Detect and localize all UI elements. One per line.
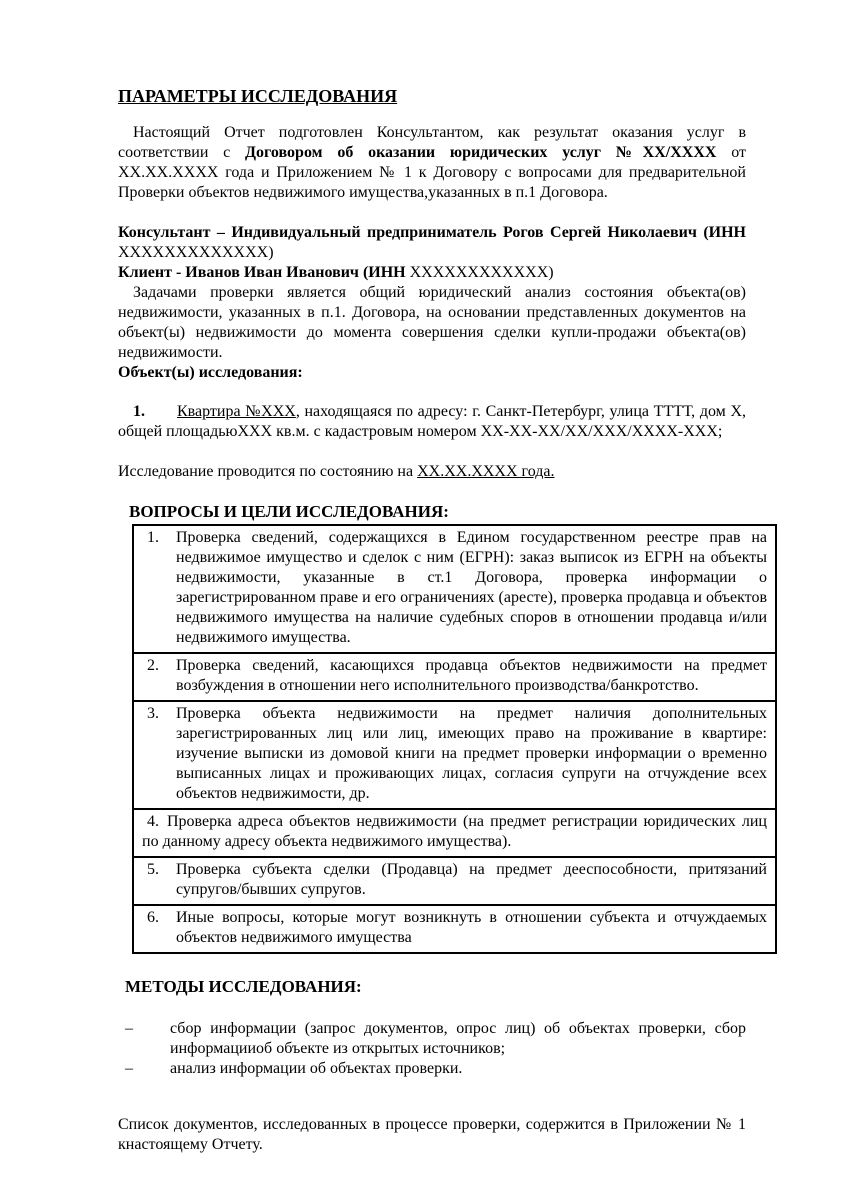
methods-list <box>118 1019 746 1079</box>
question-text: Проверка субъекта сделки (Продавца) на предмет дееспособности, притязаний супругов/бывших супругов. <box>176 861 767 898</box>
dash-bullet: – <box>125 1060 133 1077</box>
question-text: Проверка сведений, содержащихся в Едином государственном реестре прав на недвижимое имущество и сделок с ним (ЕГРН): заказ выписок из ЕГРН на объекты недвижимости, указанные в ст.1 Договора, проверка информации о зарегистрированном праве и его ограничениях (аресте), проверка продавца и объектов недвижимого имущества на наличие судебных споров в отношении продавца и/или недвижимого имущества. <box>176 529 767 646</box>
consultant-paren: ) <box>268 244 274 261</box>
object-item-rest: , находящаяся по адресу: г. Санкт-Петербург, улица ТТТТ, дом X, общей площадьюXXX кв.м. с кадастровым номером XX-XX-XX/XX/XXX/XXXX-XXX; <box>118 403 747 440</box>
client-paren: ) <box>548 264 554 281</box>
questions-heading: ВОПРОСЫ И ЦЕЛИ ИССЛЕДОВАНИЯ: <box>129 502 449 521</box>
question-number: 6. <box>147 909 159 926</box>
question-number: 4. <box>147 813 159 830</box>
questions-table-row <box>134 526 775 654</box>
client-label: Клиент - Иванов Иван Иванович (ИНН <box>118 264 410 281</box>
consultant-line <box>118 223 746 263</box>
method-text: анализ информации об объектах проверки. <box>170 1060 463 1077</box>
intro-text-before: Настоящий Отчет подготовлен Консультантом, как результат оказания услуг в соответствии с <box>118 124 746 161</box>
client-inn-value: XXXXXXXXXXXX <box>409 264 549 281</box>
consultant-label: Консультант – Индивидуальный предприниматель Рогов Сергей Николаевич (ИНН <box>118 224 746 241</box>
method-item <box>118 1059 746 1079</box>
tasks-paragraph: Задачами проверки является общий юридический анализ состояния объекта(ов) недвижимости, указанных в п.1. Договора, на основании представленных документов на объект(ы) недвижимости до момента совершения сделки купли-продажи объекта(ов) недвижимости. <box>118 284 746 361</box>
client-line <box>118 263 746 283</box>
question-text: Проверка объекта недвижимости на предмет наличия дополнительных зарегистрированных лиц или лиц, имеющих право на проживание в квартире: изучение выписки из домовой книги на предмет проверки информации о временно выписанных лицах и проживающих лицах, согласия супруги на отчуждение всех объектов недвижимости, др. <box>176 705 767 802</box>
question-text: Проверка сведений, касающихся продавца объектов недвижимости на предмет возбуждения в отношении него исполнительного производства/банкротство. <box>176 657 767 694</box>
question-number: 5. <box>147 861 159 878</box>
dash-bullet: – <box>125 1020 133 1037</box>
page-title: ПАРАМЕТРЫ ИССЛЕДОВАНИЯ <box>118 86 398 106</box>
as-of-text: Исследование проводится по состоянию на <box>118 463 418 480</box>
method-text: сбор информации (запрос документов, опрос лиц) об объектах проверки, сбор информацииоб объекте из открытых источников; <box>170 1020 746 1057</box>
questions-table-row <box>134 702 775 810</box>
as-of-line <box>118 462 746 482</box>
contract-reference: Договором об оказании юридических услуг №XX/XXXX <box>245 144 717 161</box>
questions-table-row <box>134 858 775 906</box>
question-number: 3. <box>147 705 159 722</box>
object-item-1 <box>118 402 746 442</box>
as-of-date: XX.XX.XXXX года. <box>417 463 555 480</box>
question-text: Иные вопросы, которые могут возникнуть в отношении субъекта и отчуждаемых объектов недвижимого имущества <box>176 909 767 946</box>
questions-table-row <box>134 906 775 952</box>
question-number: 1. <box>147 529 159 546</box>
question-text: Проверка адреса объектов недвижимости (на предмет регистрации юридических лиц по данному адресу объекта недвижимого имущества). <box>142 813 767 850</box>
object-item-number: 1. <box>133 403 145 420</box>
questions-table <box>132 524 777 954</box>
questions-table-row <box>134 654 775 702</box>
method-item <box>118 1019 746 1059</box>
intro-paragraph <box>118 123 746 203</box>
intro-text-after: от XX.XX.XXXX года и Приложением № 1 к Договору с вопросами для предварительной Проверки объектов недвижимого имущества,указанных в п.1 Договора. <box>118 144 747 201</box>
methods-heading: МЕТОДЫ ИССЛЕДОВАНИЯ: <box>125 977 362 996</box>
footer-paragraph: Список документов, исследованных в процессе проверки, содержится в Приложении № 1 кнастоящему Отчету. <box>118 1116 746 1153</box>
question-number: 2. <box>147 657 159 674</box>
object-item-name: Квартира №XXX <box>177 403 296 420</box>
objects-heading: Объект(ы) исследования: <box>118 364 303 381</box>
consultant-inn-value: XXXXXXXXXXXXX <box>118 244 269 261</box>
questions-table-row <box>134 810 775 858</box>
